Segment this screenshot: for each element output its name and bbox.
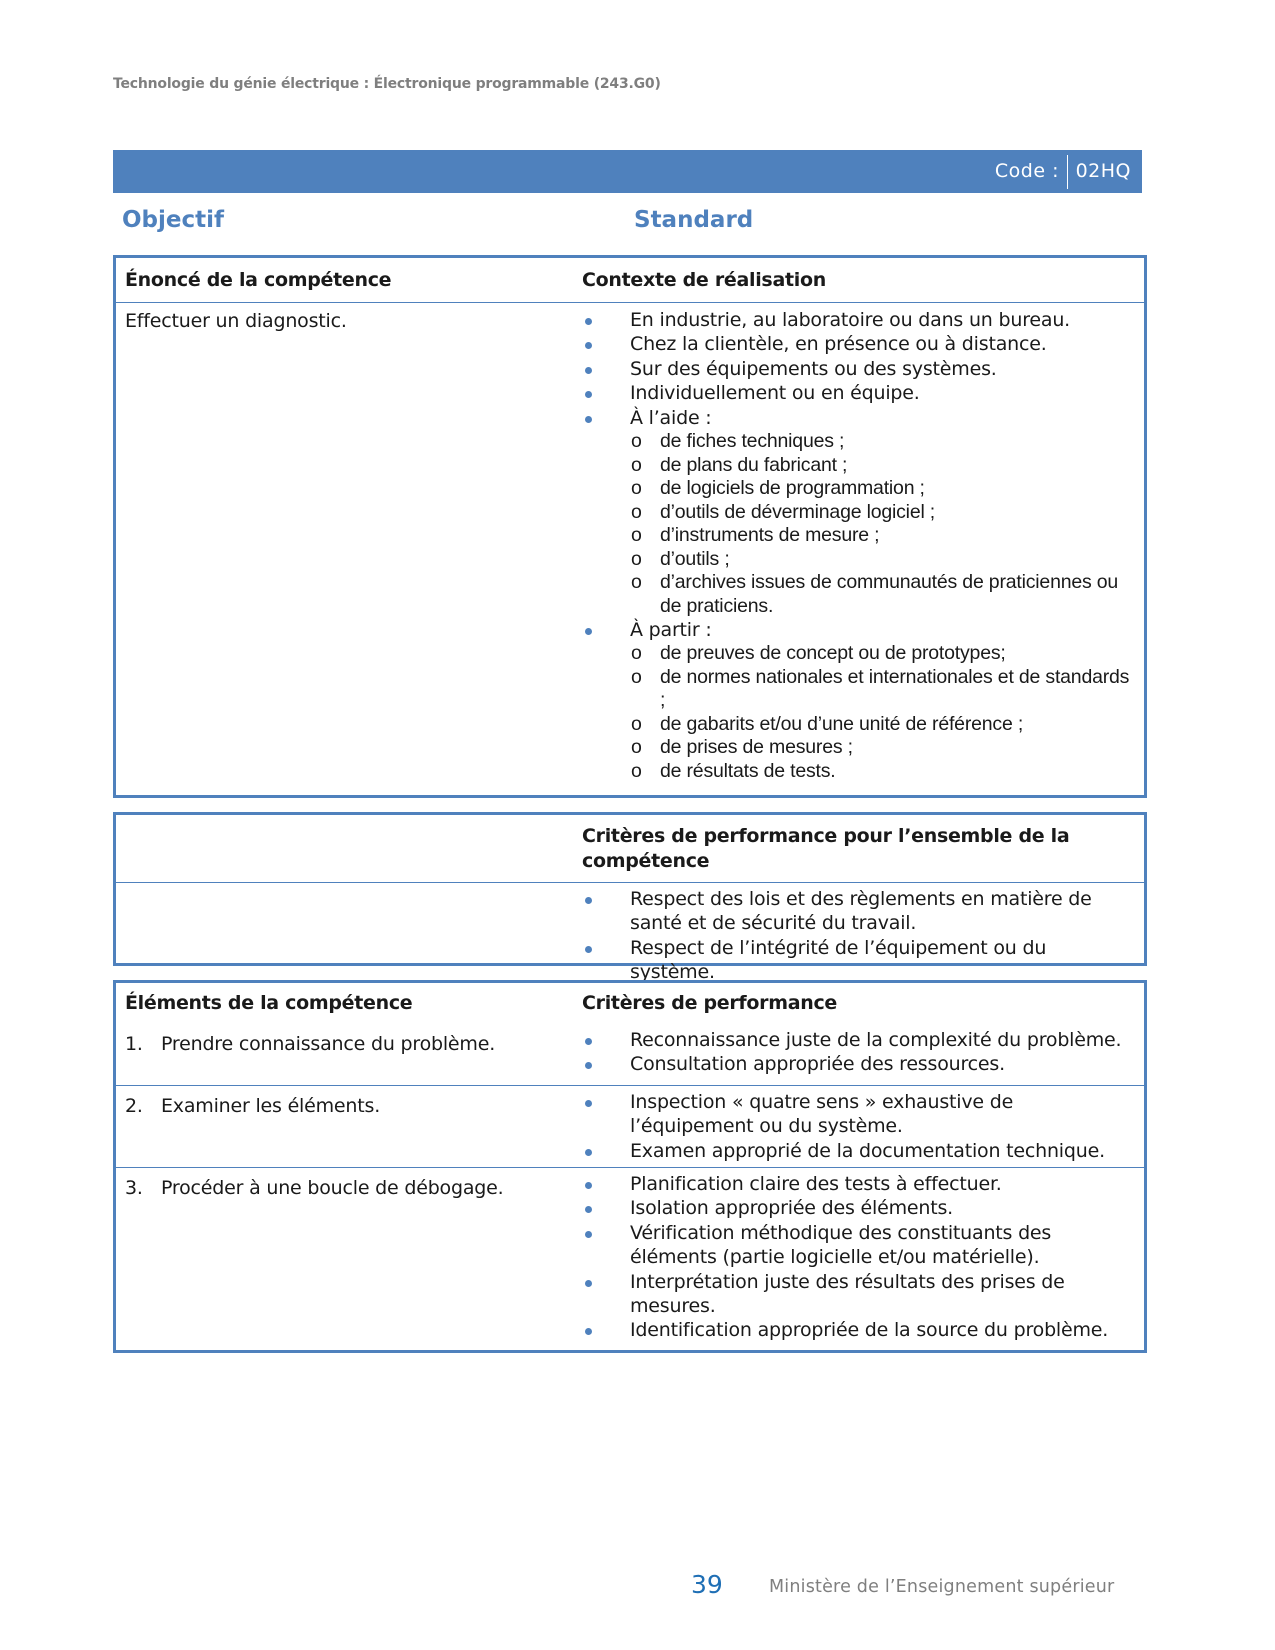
bullet-text: Sur des équipements ou des systèmes.: [630, 357, 997, 380]
element-text: Examiner les éléments.: [161, 1095, 381, 1117]
bullet-icon: [585, 1280, 592, 1287]
bullet-text: Chez la clientèle, en présence ou à distance.: [630, 333, 1047, 356]
bullet-text: Individuellement ou en équipe.: [630, 382, 920, 405]
sub-item: [630, 548, 1134, 572]
bullet-item: [582, 1052, 1134, 1076]
bullet-icon: [585, 897, 592, 904]
sub-item-text: d’archives issues de communautés de praticiennes ou de praticiens.: [660, 571, 1119, 617]
global-criteria-header: Critères de performance pour l’ensemble de la compétence: [582, 825, 1070, 872]
elements-header-row: [116, 983, 1144, 1024]
bullet-icon: [585, 1038, 592, 1045]
sub-bullet-icon: o: [631, 477, 642, 500]
bullet-text: Planification claire des tests à effectuer.: [630, 1173, 1002, 1195]
global-criteria-list: [582, 887, 1134, 985]
sub-item-text: d’instruments de mesure ;: [660, 524, 880, 547]
sub-list: [630, 642, 1134, 783]
empty-cell: [116, 815, 582, 882]
statement-header: Énoncé de la compétence: [125, 269, 392, 291]
bullet-icon: [585, 1100, 592, 1107]
bullet-text: En industrie, au laboratoire ou dans un bureau.: [630, 309, 1071, 331]
sub-bullet-icon: o: [631, 571, 642, 594]
sub-item-text: de fiches techniques ;: [660, 430, 845, 453]
element-item: [125, 1176, 582, 1200]
sub-item-text: de prises de mesures ;: [660, 736, 853, 759]
criteria-list: [582, 1172, 1134, 1343]
bullet-text: Vérification méthodique des constituants des éléments (partie logicielle et/ou matérielle).: [630, 1221, 1052, 1269]
bullet-icon: [585, 1149, 592, 1156]
sub-item: [630, 736, 1134, 760]
footer-ministry: Ministère de l’Enseignement supérieur: [769, 1577, 1115, 1597]
element-number: 2.: [125, 1095, 143, 1117]
sub-item: [630, 430, 1134, 454]
element-number: 3.: [125, 1177, 143, 1199]
sub-item: [630, 477, 1134, 501]
bullet-text: Reconnaissance juste de la complexité du problème.: [630, 1029, 1122, 1051]
code-label: Code :: [994, 160, 1059, 182]
bullet-item: [582, 406, 1134, 618]
bullet-text: Isolation appropriée des éléments.: [630, 1197, 954, 1220]
element-text: Prendre connaissance du problème.: [161, 1033, 496, 1055]
sub-bullet-icon: o: [631, 524, 642, 547]
competence-statement: Effectuer un diagnostic.: [125, 310, 347, 332]
competence-table: [113, 255, 1147, 798]
page-number: 39: [691, 1570, 723, 1599]
code-separator: [1067, 155, 1068, 189]
global-criteria-body-row: [116, 882, 1144, 984]
bullet-item: [582, 1270, 1134, 1319]
bullet-item: [582, 332, 1134, 356]
bullet-item: [582, 381, 1134, 405]
global-criteria-table: [113, 812, 1147, 984]
bullet-item: [582, 887, 1134, 936]
sub-item: [630, 642, 1134, 666]
sub-bullet-icon: o: [631, 759, 642, 782]
element-cell: [116, 1024, 582, 1085]
sub-item-text: de logiciels de programmation ;: [660, 477, 925, 500]
bullet-item: [582, 1139, 1134, 1163]
bullet-text: Consultation appropriée des ressources.: [630, 1053, 1005, 1076]
element-row: [116, 1024, 1144, 1085]
element-cell: [116, 1086, 582, 1167]
sub-list: [630, 430, 1134, 618]
sub-bullet-icon: o: [631, 500, 642, 523]
bullet-item: [582, 936, 1134, 985]
element-text: Procéder à une boucle de débogage.: [161, 1177, 504, 1199]
bullet-item: [582, 357, 1134, 381]
criteria-cell: [582, 1086, 1144, 1167]
bullet-text: Examen approprié de la documentation technique.: [630, 1139, 1105, 1162]
bullet-text: À partir :: [630, 619, 712, 642]
bullet-text: À l’aide :: [630, 406, 712, 429]
element-item: [125, 1094, 582, 1118]
sub-bullet-icon: o: [631, 547, 642, 570]
sub-item: [630, 571, 1134, 618]
bullet-icon: [585, 1328, 592, 1335]
sub-bullet-icon: o: [631, 712, 642, 735]
sub-item: [630, 666, 1134, 713]
sub-bullet-icon: o: [631, 736, 642, 759]
context-list-cell: [582, 303, 1144, 795]
sub-bullet-icon: o: [631, 642, 642, 665]
global-criteria-header-row: [116, 815, 1144, 882]
global-criteria-cell: [582, 883, 1144, 984]
standard-title: Standard: [634, 207, 754, 233]
empty-cell: [116, 883, 582, 963]
bullet-icon: [585, 391, 592, 398]
competence-body-row: [116, 302, 1144, 795]
running-header-title: Technologie du génie électrique : Électronique programmable (243.G0): [113, 76, 661, 92]
bullet-icon: [585, 367, 592, 374]
sub-bullet-icon: o: [631, 430, 642, 453]
sub-item: [630, 524, 1134, 548]
sub-item-text: de normes nationales et internationales et de standards ;: [660, 665, 1130, 712]
bullet-item: [582, 308, 1134, 332]
context-header: Contexte de réalisation: [582, 269, 826, 291]
sub-item-text: de plans du fabricant ;: [660, 453, 848, 476]
context-list: [582, 308, 1134, 783]
bullet-icon: [585, 342, 592, 349]
element-row: [116, 1085, 1144, 1167]
criteria-list: [582, 1028, 1134, 1077]
bullet-item: [582, 1221, 1134, 1270]
competence-header-row: [116, 258, 1144, 302]
code-value: 02HQ: [1075, 160, 1131, 182]
bullet-text: Identification appropriée de la source du problème.: [630, 1319, 1109, 1342]
criteria-cell: [582, 1168, 1144, 1350]
sub-item: [630, 713, 1134, 737]
sub-item-text: de preuves de concept ou de prototypes;: [660, 642, 1006, 665]
bullet-icon: [585, 1062, 592, 1069]
bullet-icon: [585, 946, 592, 953]
sub-item: [630, 454, 1134, 478]
criteria-cell: [582, 1024, 1144, 1085]
bullet-item: [582, 1028, 1134, 1052]
elements-table: [113, 980, 1147, 1353]
bullet-item: [582, 1172, 1134, 1196]
element-cell: [116, 1168, 582, 1350]
bullet-text: Respect des lois et des règlements en matière de santé et de sécurité du travail.: [630, 888, 1092, 935]
bullet-text: Interprétation juste des résultats des prises de mesures.: [630, 1270, 1065, 1318]
sub-item: [630, 501, 1134, 525]
bullet-icon: [585, 628, 592, 635]
bullet-item: [582, 1196, 1134, 1220]
element-number: 1.: [125, 1033, 143, 1055]
element-row: [116, 1167, 1144, 1350]
sub-item-text: de gabarits et/ou d’une unité de référence ;: [660, 712, 1024, 735]
sub-item-text: de résultats de tests.: [660, 759, 836, 782]
criteria-list: [582, 1090, 1134, 1163]
code-bar: [113, 150, 1142, 193]
bullet-item: [582, 1090, 1134, 1139]
elements-header: Éléments de la compétence: [125, 992, 413, 1014]
bullet-icon: [585, 416, 592, 423]
bullet-icon: [585, 318, 592, 325]
sub-item-text: d’outils ;: [660, 547, 730, 570]
bullet-item: [582, 618, 1134, 783]
bullet-item: [582, 1318, 1134, 1342]
objective-title: Objectif: [122, 207, 225, 233]
sub-bullet-icon: o: [631, 453, 642, 476]
bullet-icon: [585, 1206, 592, 1213]
sub-item: [630, 760, 1134, 784]
bullet-icon: [585, 1231, 592, 1238]
bullet-icon: [585, 1182, 592, 1189]
bullet-text: Respect de l’intégrité de l’équipement ou du système.: [630, 936, 1047, 984]
criteria-header: Critères de performance: [582, 992, 838, 1014]
element-item: [125, 1032, 582, 1056]
sub-item-text: d’outils de déverminage logiciel ;: [660, 500, 936, 523]
sub-bullet-icon: o: [631, 665, 642, 688]
bullet-text: Inspection « quatre sens » exhaustive de l’équipement ou du système.: [630, 1091, 1014, 1138]
